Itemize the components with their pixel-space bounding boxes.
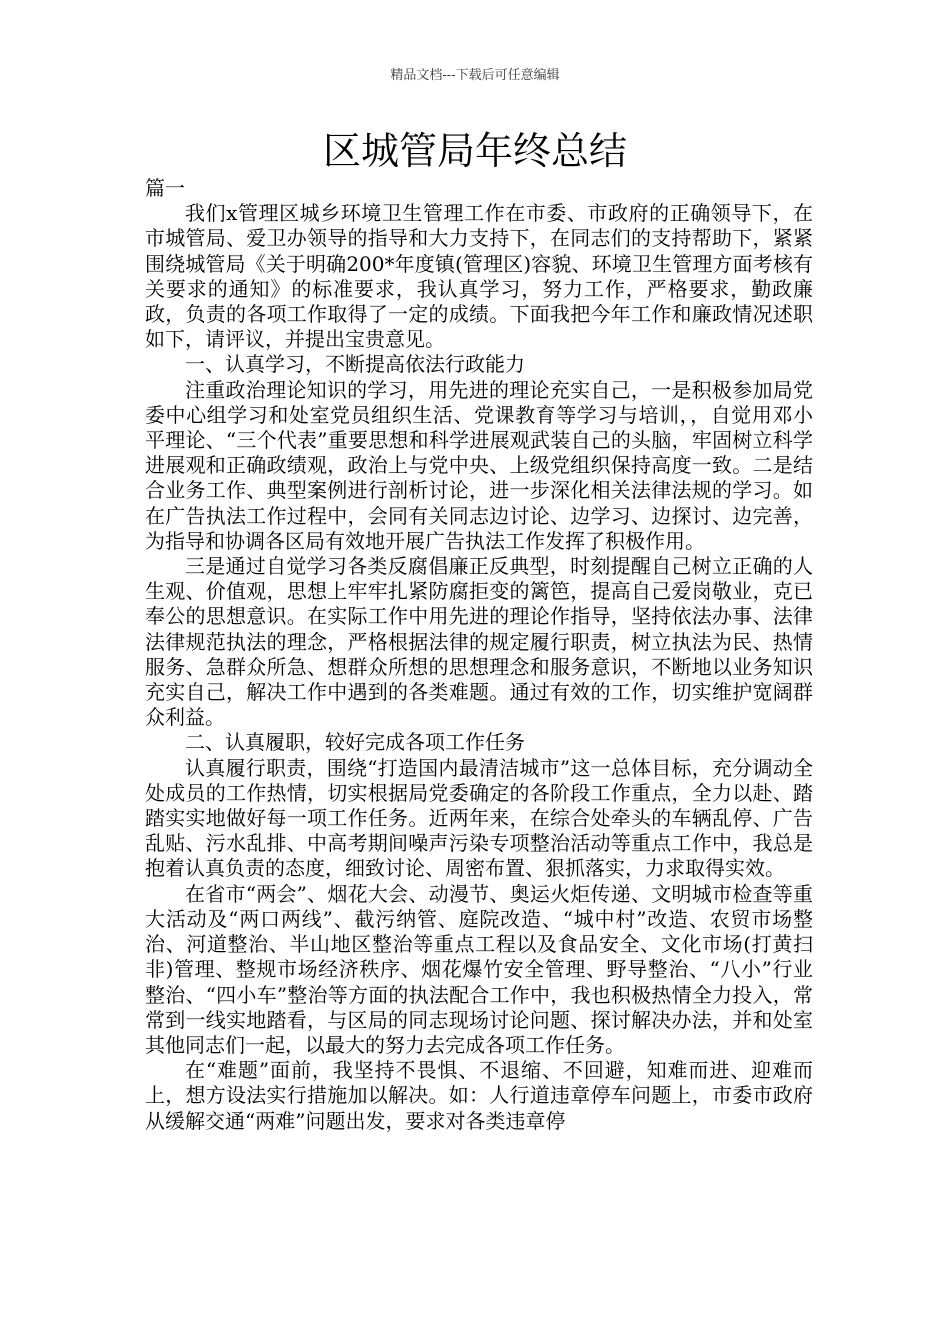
body-paragraph: 在省市“两会”、烟花大会、动漫节、奥运火炬传递、文明城市检查等重大活动及“两口两线”、截污纳管、庭院改造、“城中村”改造、农贸市场整治、河道整治、半山地区整治等重点工程以及食品安全、文化市场(打黄扫非)管理、整规市场经济秩序、烟花爆竹安全管理、野导整治、“八小”行业整治、“四小车”整治等方面的执法配合工作中，我也积极热情全力投入，常常到一线实地踏看，与区局的同志现场讨论问题、探讨解决办法，并和处室其他同志们一起，以最大的努力去完成各项工作任务。 — [145, 881, 813, 1057]
header-note: 精品文档---下载后可任意编辑 — [390, 68, 560, 83]
section-label: 篇一 — [145, 176, 185, 200]
document-title: 区城管局年终总结 — [322, 129, 627, 173]
section-heading: 二、认真履职，较好完成各项工作任务 — [185, 730, 525, 755]
body-paragraph: 认真履行职责，围绕“打造国内最清洁城市”这一总体目标，充分调动全处成员的工作热情，切实根据局党委确定的各阶段工作重点，全力以赴、踏踏实实地做好每一项工作任务。近两年来，在综合处牵头的车辆乱停、广告乱贴、污水乱排、中高考期间噪声污染专项整治活动等重点工作中，我总是抱着认真负责的态度，细致讨论、周密布置、狠抓落实，力求取得实效。 — [145, 755, 813, 881]
body-paragraph: 注重政治理论知识的学习，用先进的理论充实自己，一是积极参加局党委中心组学习和处室党员组织生活、党课教育等学习与培训，，自觉用邓小平理论、“三个代表”重要思想和科学进展观武装自己的头脑，牢固树立科学进展观和正确政绩观，政治上与党中央、上级党组织保持高度一致。二是结合业务工作、典型案例进行剖析讨论，进一步深化相关法律法规的学习。如在广告执法工作过程中，会同有关同志边讨论、边学习、边探讨、边完善，为指导和协调各区局有效地开展广告执法工作发挥了积极作用。 — [145, 377, 813, 553]
body-paragraph: 三是通过自觉学习各类反腐倡廉正反典型，时刻提醒自己树立正确的人生观、价值观，思想上牢牢扎紧防腐拒变的篱笆，提高自己爱岗敬业，克已奉公的思想意识。在实际工作中用先进的理论作指导，坚持依法办事、法律法律规范执法的理念，严格根据法律的规定履行职责，树立执法为民、热情服务、急群众所急、想群众所想的思想理念和服务意识，不断地以业务知识充实自己，解决工作中遇到的各类难题。通过有效的工作，切实维护宽阔群众利益。 — [145, 554, 813, 730]
section-heading: 一、认真学习，不断提高依法行政能力 — [185, 352, 525, 377]
body-paragraph: 在“难题”面前，我坚持不畏惧、不退缩、不回避，知难而进、迎难而上，想方设法实行措施加以解决。如：人行道违章停车问题上，市委市政府从缓解交通“两难”问题出发，要求对各类违章停 — [145, 1058, 813, 1133]
document-body — [145, 176, 813, 1134]
body-paragraph: 我们x管理区城乡环境卫生管理工作在市委、市政府的正确领导下，在市城管局、爱卫办领导的指导和大力支持下，在同志们的支持帮助下，紧紧围绕城管局《关于明确200*年度镇(管理区)容貌、环境卫生管理方面考核有关要求的通知》的标准要求，我认真学习，努力工作，严格要求，勤政廉政，负责的各项工作取得了一定的成绩。下面我把今年工作和廉政情况述职如下，请评议，并提出宝贵意见。 — [145, 201, 813, 352]
